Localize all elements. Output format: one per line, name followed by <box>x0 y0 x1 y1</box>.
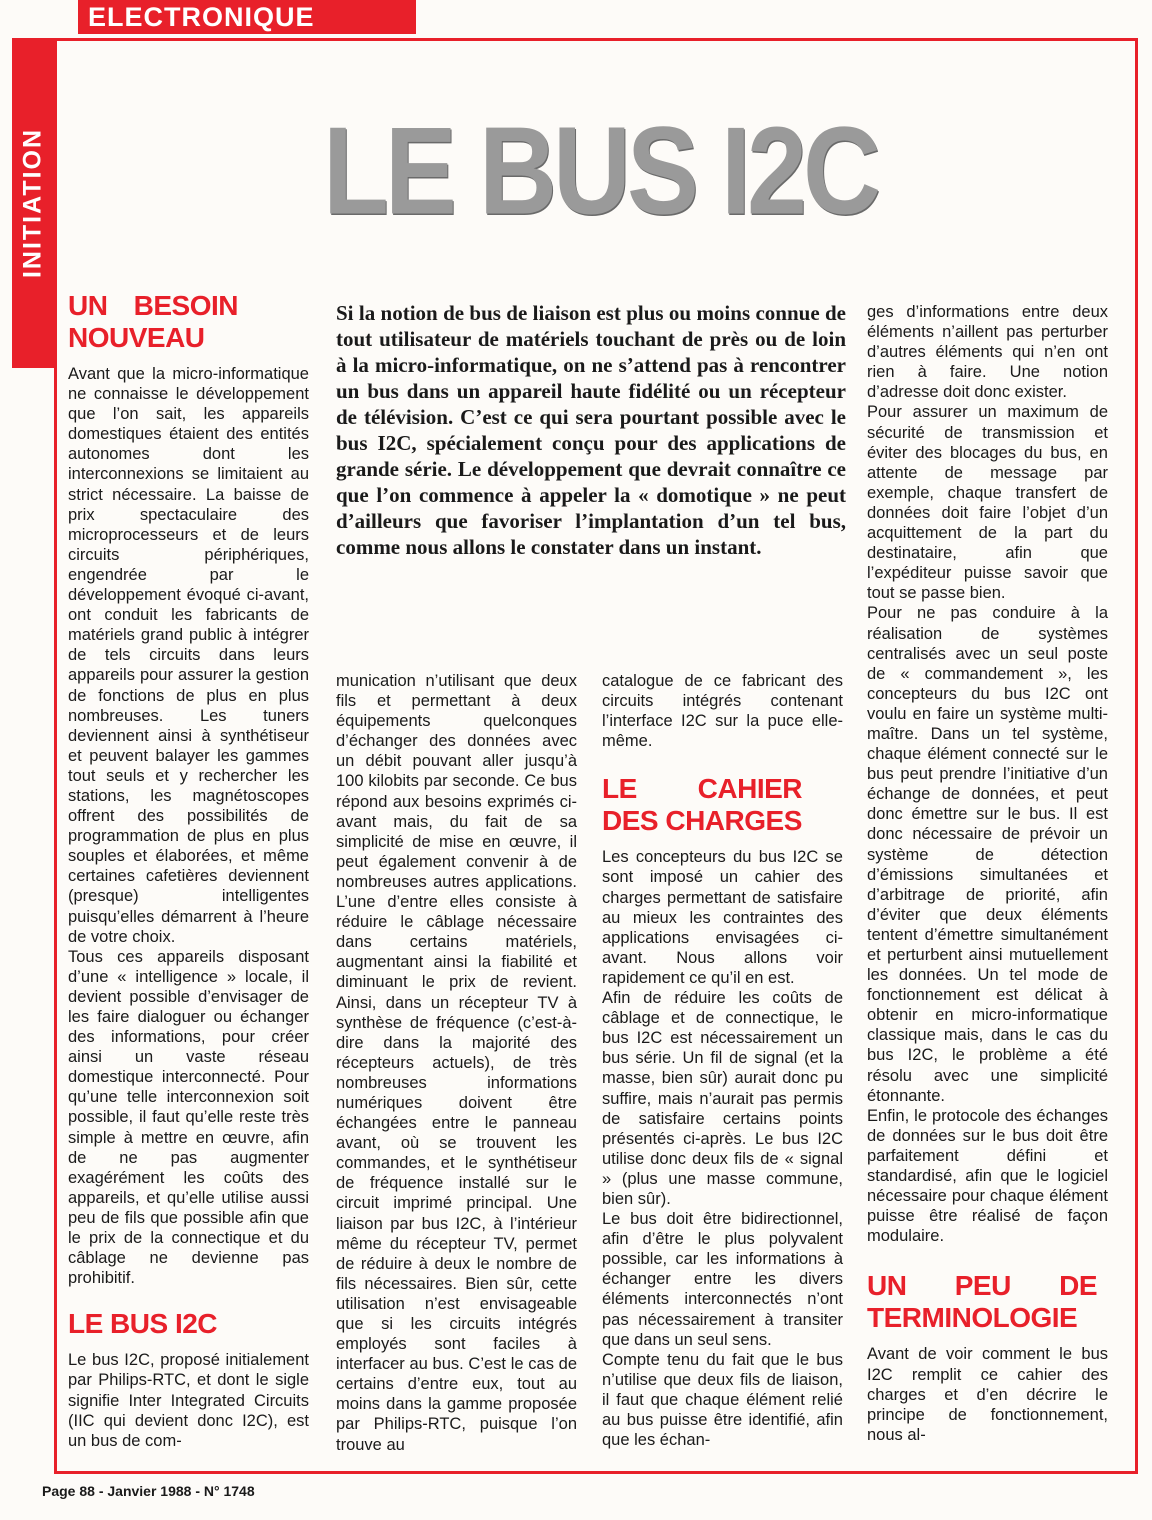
page-footer: Page 88 - Janvier 1988 - N° 1748 <box>42 1483 255 1499</box>
column-4 <box>867 302 1108 1445</box>
heading-terminologie: UN PEU DE TERMINOLOGIE <box>867 1270 1097 1334</box>
paragraph: Le bus doit être bidirectionnel, afin d’être le plus polyvalent possible, car les informations à échanger entre les divers éléments interconnectés n’ont pas nécessairement à transiter que dans un seul sens. <box>602 1210 843 1349</box>
paragraph: Avant de voir comment le bus I2C remplit ce cahier des charges et d’en décrire le principe de fonctionnement, nous al- <box>867 1345 1108 1444</box>
paragraph: Tous ces appareils disposant d’une « intelligence » locale, il devient possible d’envisager de les faire dialoguer ou échanger des informations, pour créer ainsi un vaste réseau domestique interconnecté. Pour qu’une telle interconnexion soit possible, il faut qu’elle reste très simple à mettre en œuvre, afin de ne pas augmenter exagérément les coûts des appareils, et qu’elle utilise aussi peu de fils que possible afin que le prix de la connectique et du câblage ne devienne pas prohibitif. <box>68 947 309 1288</box>
paragraph: catalogue de ce fabricant des circuits intégrés contenant l’interface I2C sur la puce elle-même. <box>602 672 843 751</box>
side-tab <box>12 38 54 368</box>
heading-besoin: UN BESOIN NOUVEAU <box>68 290 238 353</box>
column-3 <box>602 671 843 1450</box>
paragraph: Pour ne pas conduire à la réalisation de systèmes centralisés avec un seul poste de « commandement », les concepteurs du bus I2C ont voulu en faire un système multi-maître. Dans un tel système, chaque élément connecté sur le bus peut prendre l’initiative d’un échange de données, et peut donc émettre sur le bus. Il est donc nécessaire de prévoir un système de détection d’émissions simultanées et d’arbitrage de priorité, afin d’éviter que deux éléments tentent d’émettre simultanément et perturbent ainsi mutuellement les données. Un tel mode de fonctionnement est délicat à obtenir en micro-informatique classique mais, dans le cas du bus I2C, le problème a été résolu avec une simplicité étonnante. <box>867 604 1108 1105</box>
paragraph: Compte tenu du fait que le bus n’utilise que deux fils de liaison, il faut que chaque élément relié au bus puisse être identifié, afin que les échan- <box>602 1350 843 1450</box>
paragraph: Enfin, le protocole des échanges de données sur le bus doit être parfaitement défini et standardisé, afin que le logiciel nécessaire pour chaque élément puisse être réalisé de façon modulaire. <box>867 1106 1108 1246</box>
column-2 <box>336 671 577 1455</box>
column-1 <box>68 290 309 1451</box>
side-tab-label: INITIATION <box>18 127 47 279</box>
lead-paragraph: Si la notion de bus de liaison est plus ou moins connue de tout utilisateur de matériels touchant de près ou de loin à la micro-informatique, on ne s’attend pas à rencontrer un bus dans un appareil haute fidélité ou un récepteur de télévision. C’est ce qui sera pourtant possible avec le bus I2C, spécialement conçu pour des applications de grande série. Le développement que devrait connaître ce que l’on commence à appeler la « domotique » ne peut d’ailleurs que favoriser l’implantation d’un tel bus, comme nous allons le constater dans un instant. <box>336 301 846 559</box>
paragraph: Avant que la micro-informatique ne connaisse le développement que l’on sait, les appareils domestiques étaient des entités autonomes dont les interconnexions se limitaient au strict nécessaire. La baisse de prix spectaculaire des microprocesseurs et de leurs circuits périphériques, engendrée par le développement évoqué ci-avant, ont conduit les fabricants de matériels grand public à intégrer de tels circuits dans leurs appareils pour assurer la gestion de fonctions de plus en plus nombreuses. Les tuners deviennent ainsi à synthétiseur et peuvent balayer les gammes tout seuls et y rechercher les stations, les magnétoscopes offrent des possibilités de programmation de plus en plus souples et élaborées, et même certaines cafetières deviennent (presque) intelligentes puisqu’elles démarrent à l’heure de votre choix. <box>68 365 309 946</box>
heading-bus-i2c: LE BUS I2C <box>68 1308 218 1340</box>
paragraph: Afin de réduire les coûts de câblage et de connectique, le bus I2C est nécessairement un bus série. Un fil de signal (et la masse, bien sûr) aurait donc pu suffire, mais n’aurait pas permis de satisfaire certains points présentés ci-après. Le bus I2C utilise donc deux fils de « signal » (plus une masse commune, bien sûr). <box>602 989 843 1208</box>
paragraph: Les concepteurs du bus I2C se sont imposé un cahier des charges permettant de satisfaire au mieux les contraintes des applications envisagées ci-avant. Nous allons voir rapidement ce qu’il en est. <box>602 848 843 987</box>
paragraph: Le bus I2C, proposé initialement par Philips-RTC, et dont le sigle signifie Inter Integrated Circuits (IIC qui devient donc I2C), est un bus de com- <box>68 1351 309 1450</box>
paragraph: ges d’informations entre deux éléments n’aillent pas perturber d’autres éléments qui n’en ont rien à faire. Une notion d’adresse doit donc exister. <box>867 303 1108 402</box>
paragraph: Pour assurer un maximum de sécurité de transmission et éviter des blocages du bus, en attente de message par exemple, chaque transfert de données doit faire l’objet d’un acquittement de la part du destinataire, afin que l’expéditeur puisse savoir que tout se passe bien. <box>867 403 1108 603</box>
paragraph: munication n’utilisant que deux fils et permettant à deux équipements quelconques d’échanger des données avec un débit pouvant aller jusqu’à 100 kilobits par seconde. Ce bus répond aux besoins exprimés ci-avant mais, du fait de sa simplicité de mise en œuvre, il peut également convenir à de nombreuses autres applications. L’une d’entre elles consiste à réduire le câblage nécessaire dans certains matériels, augmentant ainsi la fiabilité et diminuant le prix de revient. Ainsi, dans un récepteur TV à synthèse de fréquence (c’est-à-dire dans la majorité des récepteurs actuels), de très nombreuses informations numériques doivent être échangées entre le panneau avant, où se trouvent les commandes, et le synthétiseur de fréquence installé sur le circuit imprimé principal. Une liaison par bus I2C, à l’intérieur même du récepteur TV, permet de réduire à deux le nombre de fils nécessaires. Bien sûr, cette utilisation n’est envisageable que si les circuits intégrés employés sont faciles à interfacer au bus. C’est le cas de certains d’entre eux, tout au moins dans la gamme proposée par Philips-RTC, puisque l’on trouve au <box>336 672 577 1454</box>
article-title: LE BUS I2C <box>322 100 878 241</box>
section-tab: ELECTRONIQUE <box>78 0 416 34</box>
heading-cahier: LE CAHIER DES CHARGES <box>602 773 802 837</box>
